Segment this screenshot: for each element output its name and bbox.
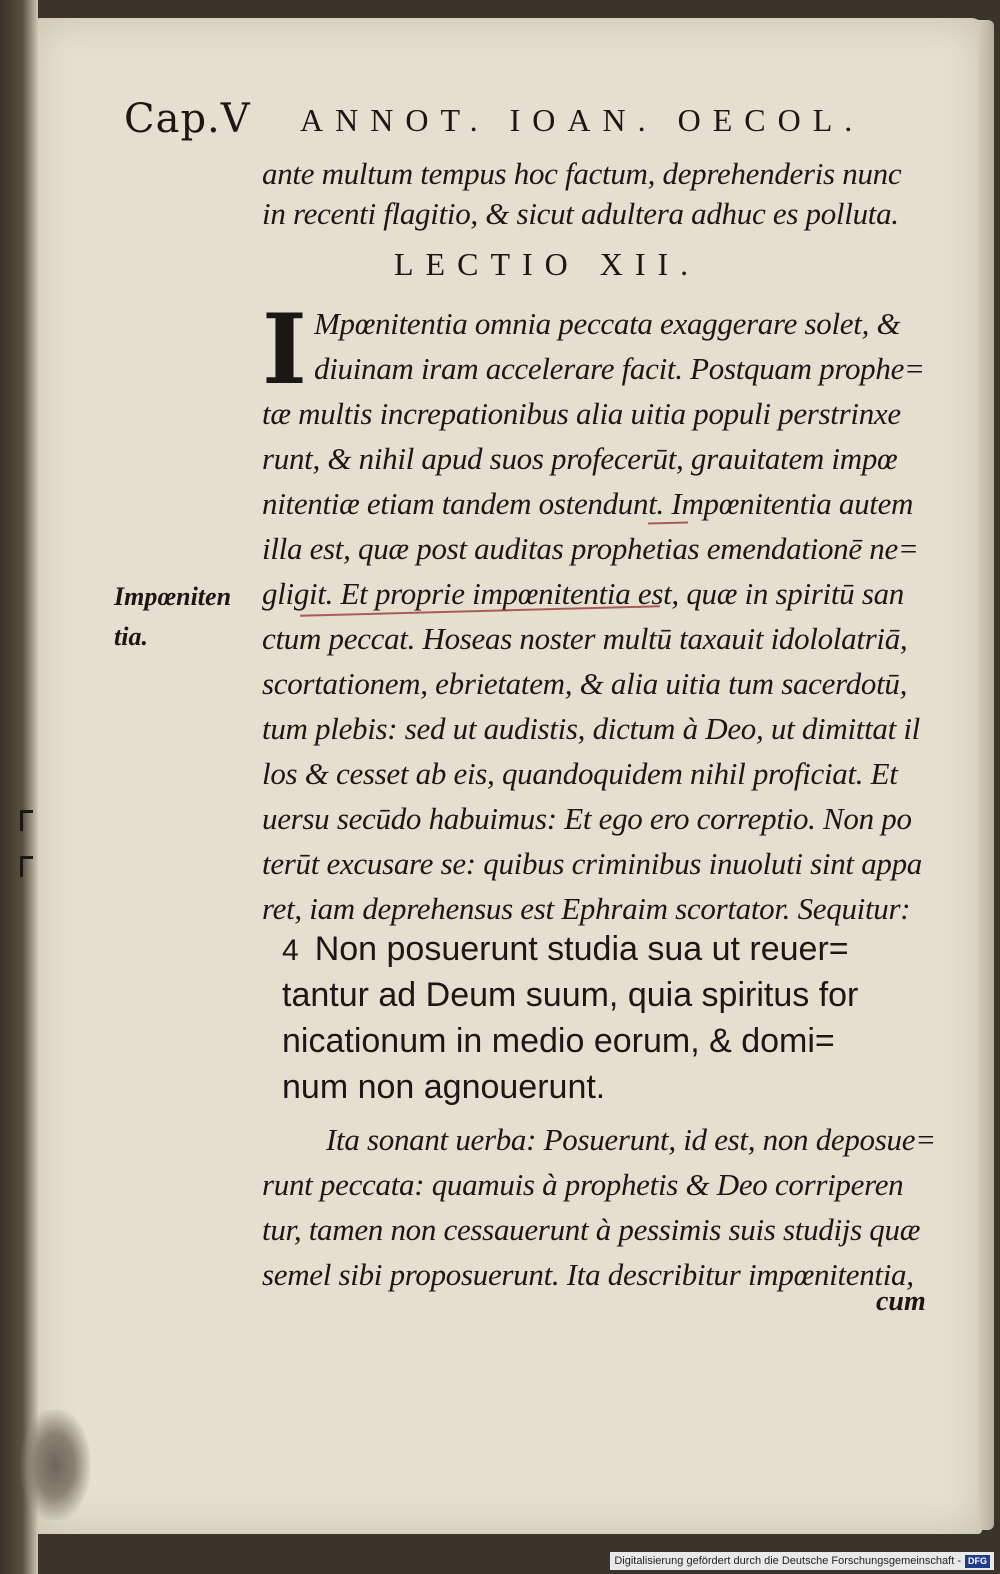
text-line: ante multum tempus hoc factum, deprehenderis nunc	[262, 156, 902, 191]
running-title: ANNOT. IOAN. OECOL.	[300, 102, 865, 138]
text-line: runt, & nihil apud suos profecerūt, grauitatem impœ	[262, 441, 898, 476]
text-line: uersu secūdo habuimus: Et ego ero correptio. Non po	[262, 801, 912, 836]
binding-edge	[0, 0, 38, 1574]
page-edge	[978, 20, 994, 1530]
text-line: ctum peccat. Hoseas noster multū taxauit idololatriā,	[262, 621, 908, 656]
margin-mark	[20, 856, 33, 877]
dfg-logo: DFG	[965, 1555, 990, 1568]
verse-line	[282, 930, 942, 969]
margin-note: Impœniten	[114, 582, 232, 611]
verse-number: 4	[282, 934, 299, 967]
text-line: diuinam iram accelerare facit. Postquam prophe=	[314, 351, 925, 386]
text-line: los & cesset ab eis, quandoquidem nihil proficiat. Et	[262, 756, 898, 791]
verse-line: num non agnouerunt.	[282, 1068, 606, 1106]
text-line: semel sibi proposuerunt. Ita describitur impœnitentia,	[262, 1257, 914, 1292]
text-line: Mpœnitentia omnia peccata exaggerare solet, &	[314, 306, 901, 341]
margin-mark	[20, 810, 33, 831]
page-stain	[20, 1410, 90, 1520]
text-line: scortationem, ebrietatem, & alia uitia tum sacerdotū,	[262, 666, 908, 701]
text-line: nitentiæ etiam tandem ostendunt. Impœnitentia autem	[262, 486, 914, 521]
verse-text: Non posuerunt studia sua ut reuer=	[314, 930, 849, 968]
text-line: runt peccata: quamuis à prophetis & Deo corriperen	[262, 1167, 904, 1202]
margin-note: tia.	[114, 622, 148, 651]
text-line: tur, tamen non cessauerunt à pessimis suis studijs quæ	[262, 1212, 921, 1247]
drop-cap: I	[262, 293, 307, 406]
chapter-label: Cap.V	[124, 96, 251, 142]
text-line: tum plebis: sed ut audistis, dictum à Deo, ut dimittat il	[262, 711, 920, 746]
text-line: Ita sonant uerba: Posuerunt, id est, non deposue=	[326, 1122, 936, 1157]
text-line: terūt excusare se: quibus criminibus inuoluti sint appa	[262, 846, 922, 881]
text-line: in recenti flagitio, & sicut adultera adhuc es polluta.	[262, 196, 899, 231]
text-line: tæ multis increpationibus alia uitia populi perstrinxe	[262, 396, 901, 431]
verse-line: nicationum in medio eorum, & domi=	[282, 1022, 835, 1060]
text-line: ret, iam deprehensus est Ephraim scortator. Sequitur:	[262, 891, 911, 926]
verse-line: tantur ad Deum suum, quia spiritus for	[282, 976, 859, 1014]
page-header	[124, 96, 954, 146]
text-line: illa est, quæ post auditas prophetias emendationē ne=	[262, 531, 919, 566]
section-heading: LECTIO XII.	[394, 246, 701, 282]
text-line: gligit. Et proprie impœnitentia est, quæ in spiritū san	[262, 576, 904, 611]
digitization-footer	[610, 1552, 994, 1570]
catchword: cum	[876, 1286, 926, 1317]
footer-text: Digitalisierung gefördert durch die Deutsche Forschungsgemeinschaft -	[614, 1555, 961, 1567]
